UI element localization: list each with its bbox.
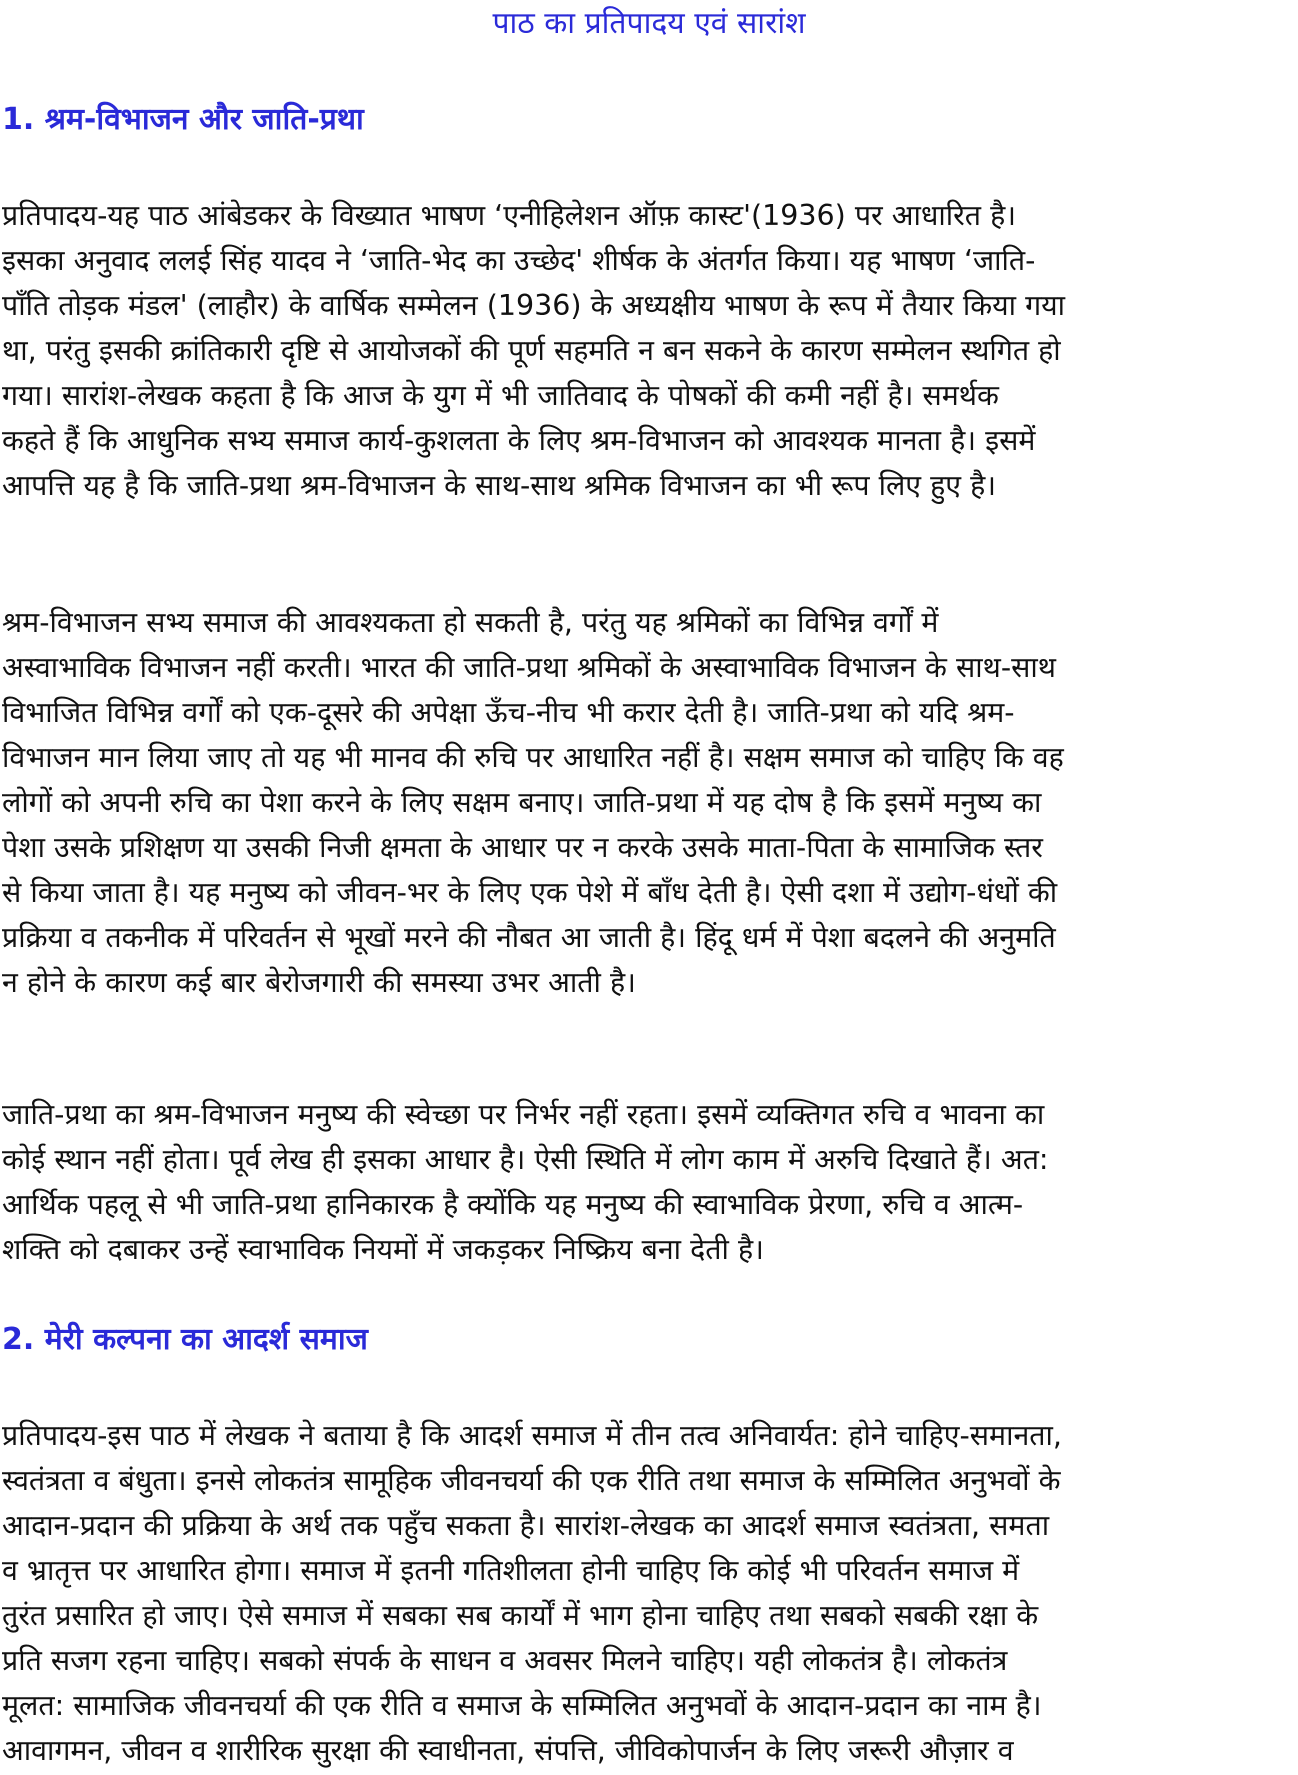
text-line: स्वतंत्रता व बंधुता। इनसे लोकतंत्र सामूहिक जीवनचर्या की एक रीति तथा समाज के सम्मिलित अनुभवों के bbox=[2, 1464, 1061, 1497]
text-line: विभाजन मान लिया जाए तो यह भी मानव की रुचि पर आधारित नहीं है। सक्षम समाज को चाहिए कि वह bbox=[2, 741, 1064, 774]
section-heading-1: 1. श्रम-विभाजन और जाति-प्रथा bbox=[2, 102, 364, 137]
text-line: जाति-प्रथा का श्रम-विभाजन मनुष्य की स्वेच्छा पर निर्भर नहीं रहता। इसमें व्यक्तिगत रुचि व भावना का bbox=[2, 1098, 1045, 1131]
text-line: इसका अनुवाद ललई सिंह यादव ने ‘जाति-भेद का उच्छेद' शीर्षक के अंतर्गत किया। यह भाषण ‘जाति- bbox=[2, 244, 1036, 277]
text-line: आर्थिक पहलू से भी जाति-प्रथा हानिकारक है क्योंकि यह मनुष्य की स्वाभाविक प्रेरणा, रुचि व आत्म- bbox=[2, 1188, 1024, 1221]
text-line: प्रतिपादय-इस पाठ में लेखक ने बताया है कि आदर्श समाज में तीन तत्व अनिवार्यत: होने चाहिए-समानता, bbox=[2, 1419, 1062, 1452]
text-line: मूलत: सामाजिक जीवनचर्या की एक रीति व समाज के सम्मिलित अनुभवों के आदान-प्रदान का नाम है। bbox=[2, 1689, 1042, 1722]
text-line: कहते हैं कि आधुनिक सभ्य समाज कार्य-कुशलता के लिए श्रम-विभाजन को आवश्यक मानता है। इसमें bbox=[2, 424, 1036, 457]
text-line: अस्वाभाविक विभाजन नहीं करती। भारत की जाति-प्रथा श्रमिकों के अस्वाभाविक विभाजन के साथ-साथ bbox=[2, 651, 1056, 684]
text-line: था, परंतु इसकी क्रांतिकारी दृष्टि से आयोजकों की पूर्ण सहमति न बन सकने के कारण सम्मेलन स्थगित हो bbox=[2, 334, 1061, 367]
text-line: गया। सारांश-लेखक कहता है कि आज के युग में भी जातिवाद के पोषकों की कमी नहीं है। समर्थक bbox=[2, 379, 999, 412]
text-line: शक्ति को दबाकर उन्हें स्वाभाविक नियमों में जकड़कर निष्क्रिय बना देती है। bbox=[2, 1233, 764, 1266]
text-line: विभाजित विभिन्न वर्गों को एक-दूसरे की अपेक्षा ऊँच-नीच भी करार देती है। जाति-प्रथा को यदि श्रम- bbox=[2, 696, 1015, 729]
paragraph-3 bbox=[2, 1092, 1296, 1272]
text-line: न होने के कारण कई बार बेरोजगारी की समस्या उभर आती है। bbox=[2, 966, 636, 999]
text-line: प्रतिपादय-यह पाठ आंबेडकर के विख्यात भाषण ‘एनीहिलेशन ऑफ़ कास्ट'(1936) पर आधारित है। bbox=[2, 199, 1017, 232]
text-line: प्रक्रिया व तकनीक में परिवर्तन से भूखों मरने की नौबत आ जाती है। हिंदू धर्म में पेशा बदलने की अनुमति bbox=[2, 921, 1056, 954]
paragraph-2 bbox=[2, 600, 1296, 1005]
text-line: कोई स्थान नहीं होता। पूर्व लेख ही इसका आधार है। ऐसी स्थिति में लोग काम में अरुचि दिखाते हैं। अत: bbox=[2, 1143, 1049, 1176]
text-line: श्रम-विभाजन सभ्य समाज की आवश्यकता हो सकती है, परंतु यह श्रमिकों का विभिन्न वर्गों में bbox=[2, 606, 939, 639]
text-line: लोगों को अपनी रुचि का पेशा करने के लिए सक्षम बनाए। जाति-प्रथा में यह दोष है कि इसमें मनुष्य का bbox=[2, 786, 1042, 819]
section-heading-2: 2. मेरी कल्पना का आदर्श समाज bbox=[2, 1322, 368, 1357]
paragraph-1 bbox=[2, 193, 1296, 508]
page-title: पाठ का प्रतिपादय एवं सारांश bbox=[492, 6, 806, 41]
text-line: प्रति सजग रहना चाहिए। सबको संपर्क के साधन व अवसर मिलने चाहिए। यही लोकतंत्र है। लोकतंत्र bbox=[2, 1644, 1008, 1677]
text-line: आदान-प्रदान की प्रक्रिया के अर्थ तक पहुँच सकता है। सारांश-लेखक का आदर्श समाज स्वतंत्रता, समता bbox=[2, 1509, 1050, 1542]
text-line: पेशा उसके प्रशिक्षण या उसकी निजी क्षमता के आधार पर न करके उसके माता-पिता के सामाजिक स्तर bbox=[2, 831, 1043, 864]
text-line: पाँति तोड़क मंडल' (लाहौर) के वार्षिक सम्मेलन (1936) के अध्यक्षीय भाषण के रूप में तैयार किया गया bbox=[2, 289, 1066, 322]
paragraph-4 bbox=[2, 1413, 1296, 1773]
text-line: तुरंत प्रसारित हो जाए। ऐसे समाज में सबका सब कार्यों में भाग होना चाहिए तथा सबको सबकी रक्षा के bbox=[2, 1599, 1039, 1632]
text-line: आपत्ति यह है कि जाति-प्रथा श्रम-विभाजन के साथ-साथ श्रमिक विभाजन का भी रूप लिए हुए है। bbox=[2, 469, 997, 502]
text-line: व भ्रातृत्त पर आधारित होगा। समाज में इतनी गतिशीलता होनी चाहिए कि कोई भी परिवर्तन समाज में bbox=[2, 1554, 1020, 1587]
text-line: से किया जाता है। यह मनुष्य को जीवन-भर के लिए एक पेशे में बाँध देती है। ऐसी दशा में उद्योग-धंधों की bbox=[2, 876, 1058, 909]
text-line: आवागमन, जीवन व शारीरिक सुरक्षा की स्वाधीनता, संपत्ति, जीविकोपार्जन के लिए जरूरी औज़ार व bbox=[2, 1734, 1014, 1767]
